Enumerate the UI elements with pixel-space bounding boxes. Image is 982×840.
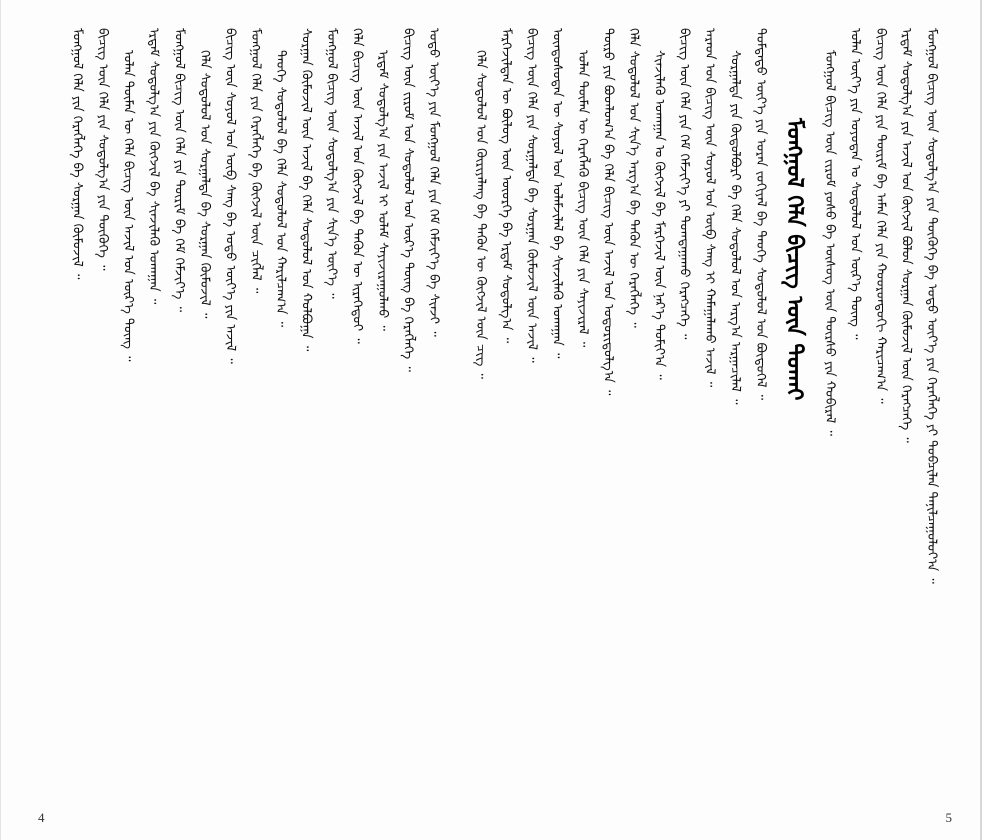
text-column: ᠮᠣᠩᠭᠣᠯ ᠪᠢᠴᠢᠭ ᠦᠨ ᠵᠢᠷᠤᠮ ᠶᠣᠰᠣ ᠪᠠ ᠦᠰᠦᠭ ᠦᠨ ᠳᠦᠷᠰᠦ ᠶᠢᠨ ᠬᠤᠪᠢᠷᠠᠯ ᠃	[822, 50, 838, 436]
text-column: ᠪᠢᠴᠢᠭ ᠦᠨ ᠰᠣᠶᠣᠯ ᠤᠨ ᠦᠪ ᠰᠠᠩ ᠪᠠ ᠣᠳᠣ ᠦᠶ᠎ᠡ ᠶᠢᠨ ᠠᠵᠢᠯ ᠃	[222, 28, 238, 364]
text-column: ᠲᠥᠷᠦ ᠶᠢᠨ ᠪᠣᠳᠯᠣᠭ᠎ᠠ ᠪᠠ ᠬᠡᠯᠡ ᠪᠢᠴᠢᠭ ᠦᠨ ᠠᠵᠢᠯ ᠤᠨ ᠤᠳᠤᠷᠢᠳᠤᠯᠭ᠎ᠠ ᠃	[600, 28, 616, 396]
text-column: ᠣᠳᠣ ᠦᠶ᠎ᠡ ᠶᠢᠨ ᠮᠣᠩᠭᠣᠯ ᠬᠡᠯᠡ ᠶᠢᠨ ᠬᠡᠮ ᠬᠡᠮᠵᠢᠶ᠎ᠡ ᠪᠠ ᠰᠢᠨᠵᠢ ᠃	[426, 28, 442, 337]
text-column: ᠰᠤᠷᠭᠠᠯᠳᠠ ᠶᠢᠨ ᠬᠥᠲᠦᠯᠪᠦᠷᠢ ᠪᠠ ᠬᠡᠯᠡ ᠰᠤᠳᠤᠯᠤᠯ ᠤᠨ ᠠᠷᠭ᠎ᠠ ᠠᠷᠭᠠᠴᠢᠯᠠᠯ ᠃	[727, 50, 743, 405]
section-heading: ᠮᠣᠩᠭᠣᠯ ᠬᠡᠯᠡ ᠪᠢᠴᠢᠭ ᠦᠨ ᠲᠤᠬᠠᠢ	[781, 118, 807, 401]
page-edge-left	[0, 0, 1, 840]
text-column: ᠮᠣᠩᠭᠣᠯ ᠪᠢᠴᠢᠭ ᠦᠨ ᠰᠤᠳᠤᠯᠭ᠎ᠠ ᠶᠢᠨ ᠲᠦᠭᠦᠬᠡ ᠪᠠ ᠣᠳᠣ ᠦᠶ᠎ᠡ ᠶᠢᠨ ᠬᠡᠷᠡᠭᠯᠡᠭᠡ ᠶᠢ ᠲᠣᠪᠴᠢᠯᠠᠨ ᠲᠠᠨᠢᠯᠴᠠᠭᠤᠯᠤᠶ᠎ᠠ ᠃	[923, 28, 939, 584]
text-column: ᠮᠡᠷᠭᠡᠵᠢᠯᠲᠡᠨ ᠦ ᠪᠦᠯᠦᠭ ᠦᠨ ᠦᠦᠷᠭᠡ ᠪᠠ ᠡᠷᠳᠡᠮ ᠰᠤᠳᠤᠯᠭ᠎ᠠ ᠃	[498, 28, 514, 344]
text-column: ᠪᠢᠴᠢᠭ ᠦᠨ ᠬᠡᠯᠡ ᠶᠢᠨ ᠳᠦᠷᠢᠮ ᠪᠠ ᠠᠮᠠᠨ ᠬᠡᠯᠡ ᠶᠢᠨ ᠬᠣᠤᠷᠣᠨᠳᠤᠬᠢ ᠬᠠᠷᠢᠴᠠᠭ᠎ᠠ ᠃	[873, 28, 888, 404]
text-column: ᠬᠡᠯᠡ ᠰᠤᠳᠤᠯᠤᠯ ᠤᠨ ᠬᠦᠷᠢᠶᠡᠯᠡᠩ ᠪᠠ ᠲᠡᠭᠦᠨ ᠦ ᠬᠥᠭᠵᠢᠯ ᠦᠨ ᠴᠢᠭ ᠃	[472, 50, 488, 379]
text-column: ᠰᠤᠷᠭᠠᠨ ᠬᠦᠮᠦᠵᠢᠯ ᠦᠨ ᠠᠵᠢᠯ ᠪᠠ ᠬᠡᠯᠡ ᠰᠤᠳᠤᠯᠤᠯ ᠤᠨ ᠬᠣᠯᠪᠣᠭᠠ ᠃	[298, 28, 314, 352]
text-column: ᠮᠣᠩᠭᠣᠯ ᠬᠡᠯᠡ ᠶᠢᠨ ᠬᠡᠷᠡᠭᠯᠡᠭᠡ ᠪᠠ ᠬᠥᠭᠵᠢᠯ ᠦᠨ ᠴᠢᠭᠯᠡᠯ ᠃	[247, 28, 263, 294]
text-column: ᠣᠯᠠᠨ ᠲᠥᠮᠡᠨ ᠦ ᠬᠡᠷᠡᠭᠯᠡᠬᠦ ᠪᠢᠴᠢᠭ ᠦᠨ ᠬᠡᠯᠡ ᠶᠢᠨ ᠰᠠᠶᠢᠵᠢᠷᠠᠯ ᠃	[574, 50, 590, 348]
text-column: ᠪᠢᠴᠢᠭ ᠦᠨ ᠬᠡᠯᠡ ᠶᠢᠨ ᠬᠡᠮ ᠬᠡᠮᠵᠢᠶ᠎ᠡ ᠶᠢ ᠲᠣᠭᠲᠠᠭᠠᠬᠤ ᠬᠡᠷᠡᠭᠴᠡᠭᠡ ᠃	[676, 28, 692, 340]
text-column: ᠮᠣᠩᠭᠣᠯ ᠪᠢᠴᠢᠭ ᠦᠨ ᠰᠤᠳᠤᠯᠭ᠎ᠠ ᠶᠢᠨ ᠰᠢᠨ᠎ᠡ ᠦᠶ᠎ᠡ ᠃	[324, 28, 340, 299]
text-column: ᠣᠯᠠᠨ ᠦᠶ᠎ᠡ ᠶᠢᠨ ᠣᠶᠤᠳᠠᠨ ᠤ ᠰᠤᠳᠤᠯᠤᠯ ᠤᠨ ᠦᠷ᠎ᠡ ᠳᠦᠩ ᠃	[847, 28, 863, 340]
text-column: ᠳᠤᠮᠳᠠᠳᠤ ᠦᠶ᠎ᠡ ᠶᠢᠨ ᠤᠷᠠᠨ ᠵᠣᠬᠢᠶᠠᠯ ᠪᠠ ᠲᠡᠦᠬᠡ ᠰᠤᠳᠤᠯᠤᠯ ᠤᠨ ᠪᠦᠲᠦᠭᠡᠯ ᠃	[753, 28, 769, 401]
text-column: ᠰᠢᠨᠵᠢᠯᠡᠬᠦ ᠤᠬᠠᠭᠠᠨ ᠤ ᠬᠥᠭᠵᠢᠯ ᠪᠠ ᠮᠡᠷᠭᠡᠵᠢᠯ ᠦᠨ ᠨᠡᠷ᠎ᠡ ᠲᠣᠮᠢᠶ᠎ᠠ ᠃	[651, 50, 667, 380]
text-column: ᠪᠢᠴᠢᠭ ᠦᠨ ᠬᠡᠯᠡ ᠶᠢᠨ ᠰᠤᠳᠤᠯᠭ᠎ᠠ ᠶᠢᠨ ᠲᠦᠭᠦᠬᠡ ᠃	[94, 28, 110, 271]
page-number-left: 4	[38, 810, 45, 825]
text-column: ᠠᠷᠠᠳ ᠤᠨ ᠪᠢᠴᠢᠭ ᠦᠨ ᠰᠣᠶᠣᠯ ᠤᠨ ᠦᠪ ᠰᠠᠩ ᠢ ᠬᠠᠮᠠᠭᠠᠯᠠᠬᠤ ᠠᠵᠢᠯ ᠃	[702, 28, 718, 388]
text-column: ᠲᠡᠦᠬᠡ ᠰᠤᠳᠤᠯᠤᠯ ᠪᠠ ᠬᠡᠯᠡ ᠰᠤᠳᠤᠯᠤᠯ ᠤᠨ ᠬᠠᠷᠢᠯᠴᠠᠭ᠎ᠠ ᠃	[273, 50, 289, 328]
text-column: ᠡᠷᠳᠡᠮ ᠰᠤᠳᠤᠯᠭ᠎ᠠ ᠶᠢᠨ ᠠᠵᠢᠯ ᠤᠨ ᠬᠥᠭᠵᠢᠯ ᠪᠤᠯᠤᠨ ᠰᠤᠷᠭᠠᠨ ᠬᠦᠮᠦᠵᠢᠯ ᠦᠨ ᠬᠡᠷᠡᠭᠴᠡᠭᠡ ᠃	[898, 28, 914, 443]
text-column: ᠡᠷᠳᠡᠮ ᠰᠤᠳᠤᠯᠭ᠎ᠠ ᠶᠢᠨ ᠠᠵᠢᠯ ᠢ ᠤᠯᠠᠮ ᠰᠠᠶᠢᠵᠢᠷᠠᠭᠤᠯᠬᠤ ᠃	[375, 50, 391, 331]
text-column: ᠮᠣᠩᠭᠣᠯ ᠪᠢᠴᠢᠭ ᠦᠨ ᠬᠡᠯᠡ ᠶᠢᠨ ᠳᠦᠷᠢᠮ ᠪᠠ ᠬᠡᠮ ᠬᠡᠮᠵᠢᠶ᠎ᠡ ᠃	[171, 28, 187, 313]
text-column: ᠮᠣᠩᠭᠣᠯ ᠬᠡᠯᠡ ᠶᠢᠨ ᠬᠡᠷᠡᠭᠯᠡᠭᠡ ᠪᠠ ᠰᠤᠷᠭᠠᠨ ᠬᠦᠮᠦᠵᠢᠯ ᠃	[69, 28, 85, 280]
text-column: ᠦᠨᠳᠦᠰᠦᠲᠡᠨ ᠦ ᠰᠣᠶᠣᠯ ᠤᠨ ᠤᠯᠠᠮᠵᠢᠯᠠᠯ ᠪᠠ ᠰᠢᠨᠵᠢᠯᠡᠬᠦ ᠤᠬᠠᠭᠠᠨ ᠃	[549, 28, 565, 359]
text-column: ᠪᠢᠴᠢᠭ ᠦᠨ ᠵᠢᠷᠤᠮ ᠤᠨ ᠰᠤᠳᠤᠯᠤᠯ ᠤᠨ ᠦᠷ᠎ᠡ ᠳᠦᠩ ᠪᠠ ᠬᠡᠷᠡᠭᠯᠡᠭᠡ ᠃	[400, 28, 416, 372]
page-number-right: 5	[945, 810, 952, 825]
text-column: ᠬᠡᠯᠡ ᠪᠢᠴᠢᠭ ᠦᠨ ᠠᠵᠢᠯ ᠤᠨ ᠬᠥᠭᠵᠢᠯ ᠪᠠ ᠲᠡᠭᠦᠨ ᠦ ᠢᠷᠡᠭᠡᠳᠦᠢ ᠃	[349, 28, 365, 344]
text-column: ᠪᠢᠴᠢᠭ ᠦᠨ ᠬᠡᠯᠡ ᠶᠢᠨ ᠰᠤᠷᠭᠠᠯᠳᠠ ᠪᠠ ᠰᠤᠷᠭᠠᠨ ᠬᠦᠮᠦᠵᠢᠯ ᠦᠨ ᠠᠵᠢᠯ ᠃	[523, 28, 539, 363]
text-column: ᠬᠡᠯᠡ ᠰᠤᠳᠤᠯᠤᠯ ᠤᠨ ᠰᠤᠷᠭᠠᠯᠳᠠ ᠪᠠ ᠰᠤᠷᠭᠠᠨ ᠬᠦᠮᠦᠵᠢᠯ ᠃	[196, 50, 212, 319]
text-column: ᠬᠡᠯᠡ ᠰᠤᠳᠤᠯᠤᠯ ᠤᠨ ᠰᠢᠨ᠎ᠡ ᠠᠷᠭ᠎ᠠ ᠪᠠ ᠲᠡᠭᠦᠨ ᠦ ᠬᠡᠷᠡᠭᠯᠡᠭᠡ ᠃	[625, 28, 641, 328]
text-column: ᠣᠯᠠᠨ ᠲᠥᠮᠡᠨ ᠦ ᠬᠡᠯᠡ ᠪᠢᠴᠢᠭ ᠦᠨ ᠠᠵᠢᠯ ᠤᠨ ᠦᠷ᠎ᠡ ᠳᠦᠩ ᠃	[120, 50, 136, 362]
page-gutter	[448, 28, 466, 768]
text-block	[40, 28, 942, 768]
text-column: ᠡᠷᠳᠡᠮ ᠰᠤᠳᠤᠯᠭ᠎ᠠ ᠶᠢᠨ ᠬᠥᠭᠵᠢᠯ ᠪᠠ ᠰᠢᠨᠵᠢᠯᠡᠬᠦ ᠤᠬᠠᠭᠠᠨ ᠃	[145, 28, 161, 305]
text-column	[40, 28, 62, 768]
